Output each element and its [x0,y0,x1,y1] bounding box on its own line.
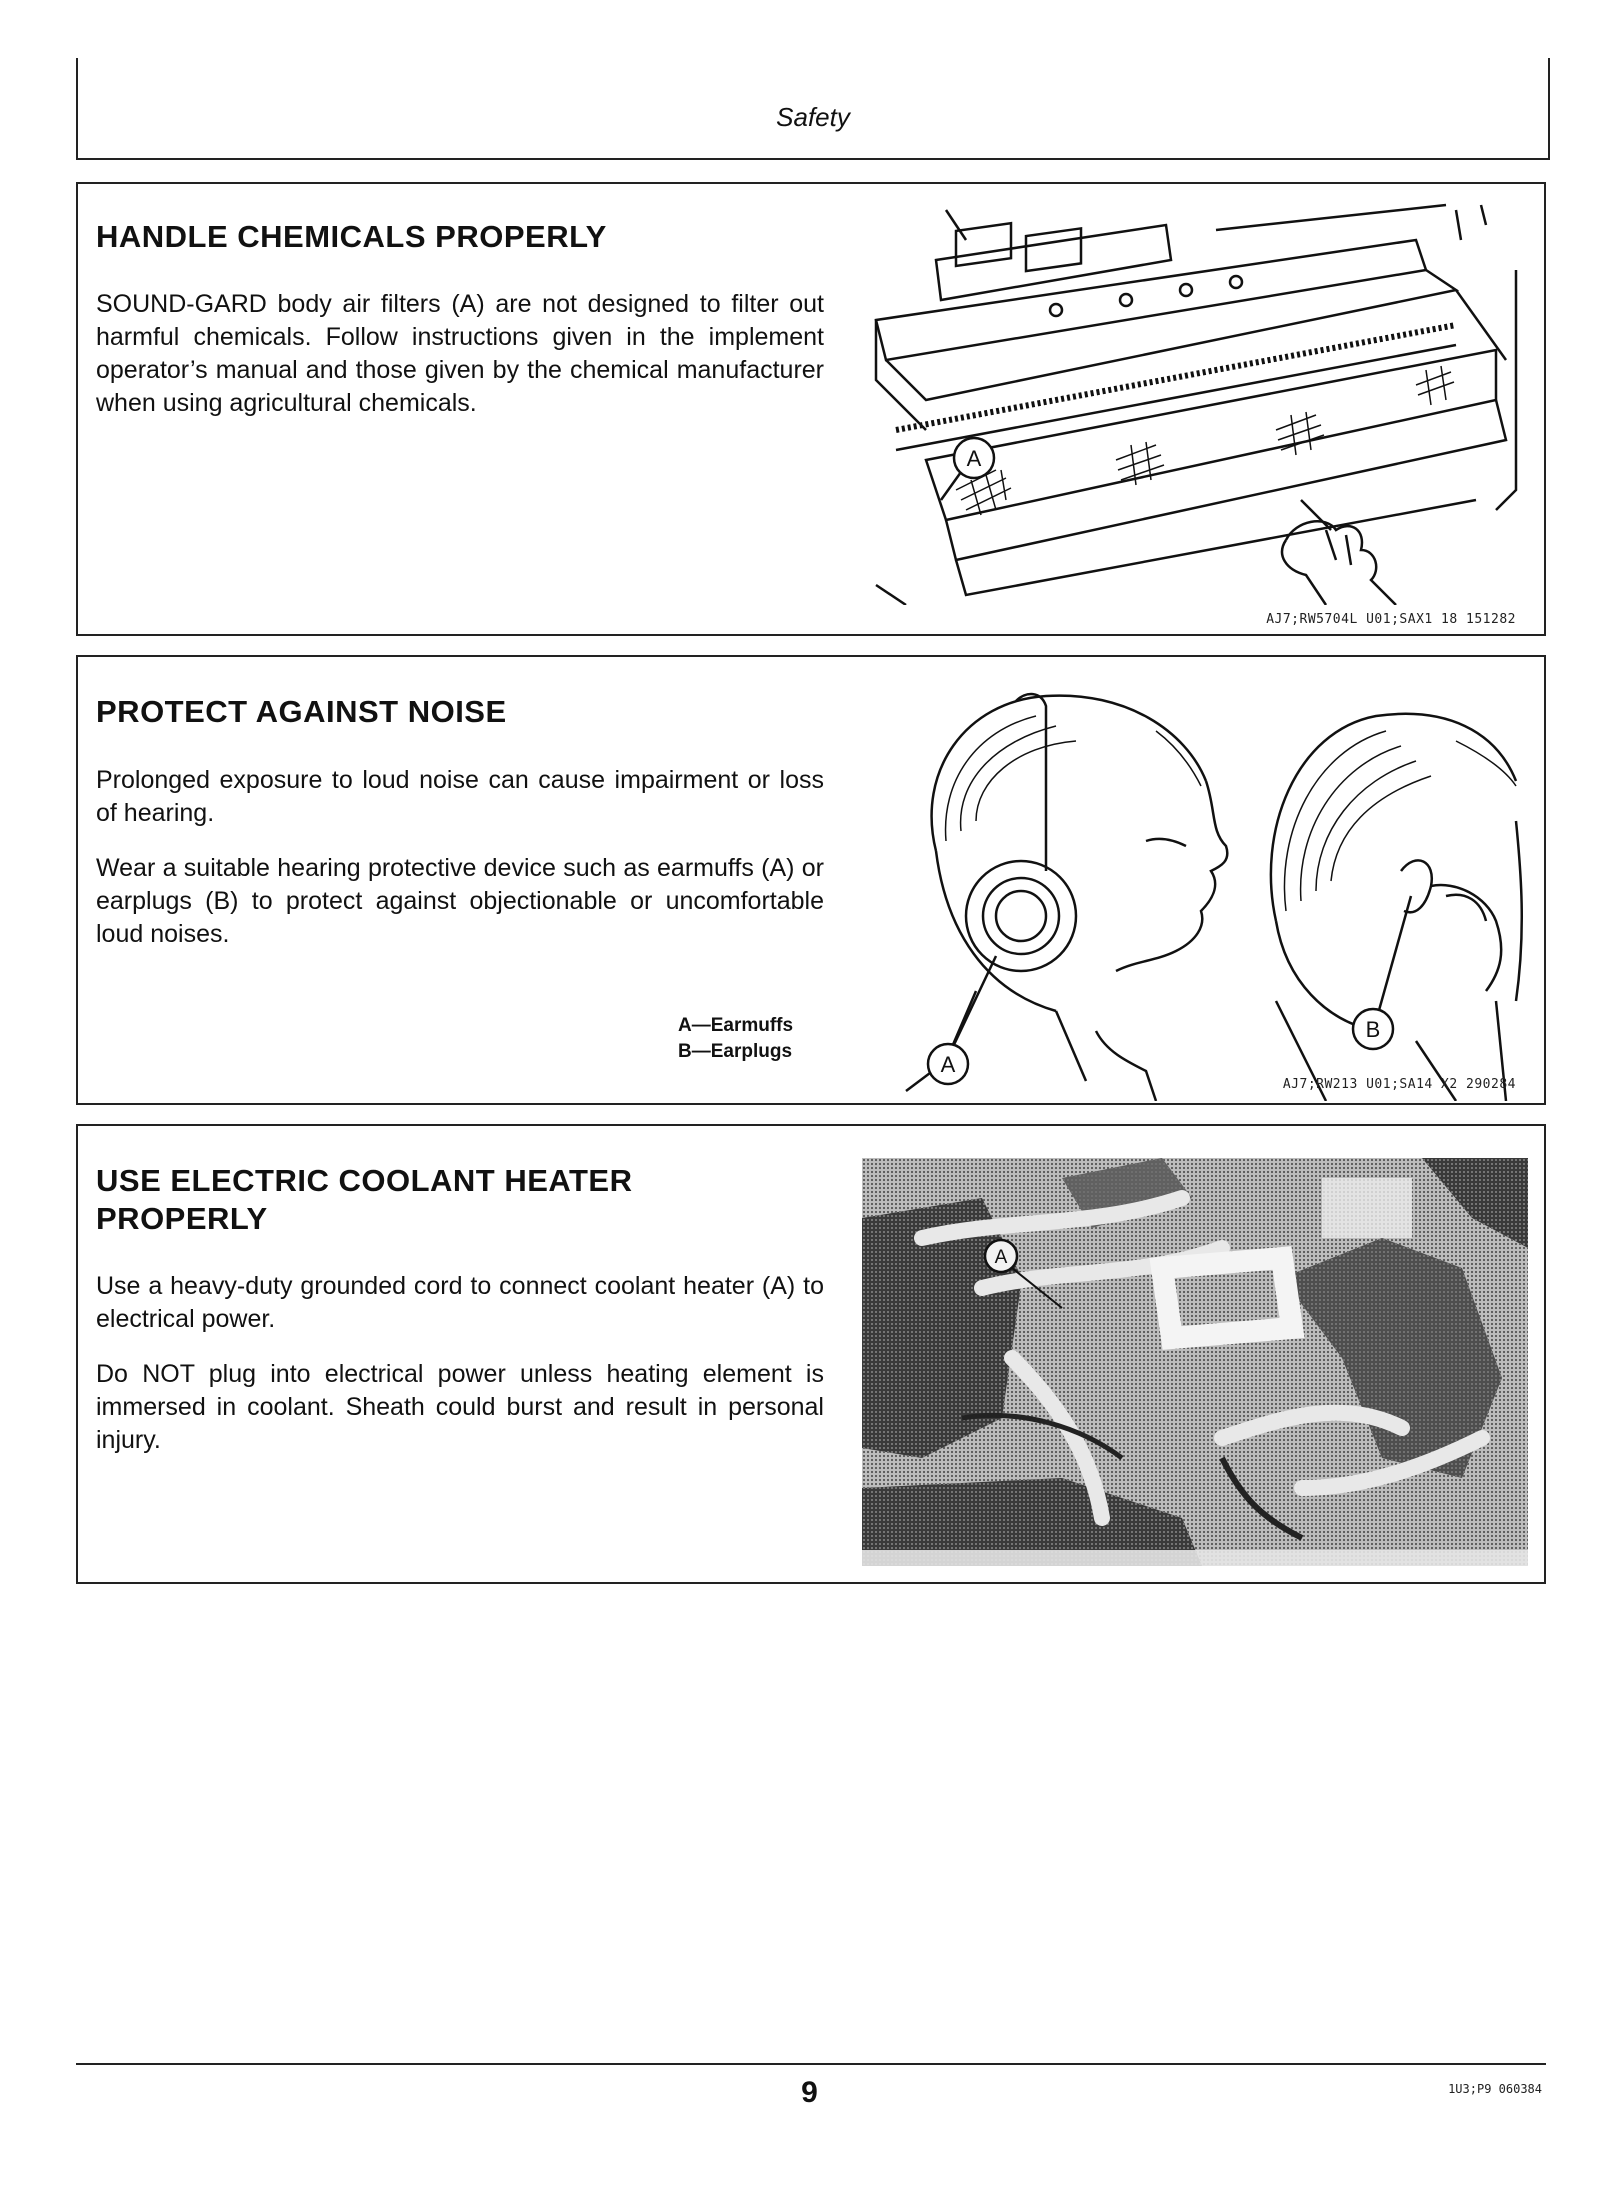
section-text [96,1270,824,1479]
coolant-heater-photo [862,1158,1528,1566]
paragraph: Prolonged exposure to loud noise can cause impairment or loss of hearing. [96,766,824,827]
footer-code: 1U3;P9 060384 [1448,2082,1542,2096]
footer-rule [76,2063,1546,2065]
figure-legend [678,1013,793,1065]
header-title: Safety [776,102,850,132]
callout-b: B [1365,1017,1381,1042]
section-protect-noise [76,655,1546,1105]
figure-code: AJ7;RW213 U01;SA14 X2 290284 [1282,1077,1516,1092]
page-number: 9 [801,2076,818,2109]
section-title: HANDLE CHEMICALS PROPERLY [96,219,607,254]
figure-code: AJ7;RW5704L U01;SAX1 18 151282 [1266,612,1516,627]
legend-item: A—Earmuffs [678,1015,794,1036]
callout-a: A [994,1247,1008,1268]
section-text [96,764,824,973]
callout-a: A [966,446,982,471]
section-title: PROTECT AGAINST NOISE [96,694,507,729]
section-title: USE ELECTRIC COOLANT HEATER PROPERLY [96,1163,633,1236]
paragraph: Do NOT plug into electrical power unless heating element is immersed in coolant. Sheath could burst and result in personal injury. [96,1360,824,1454]
callout-a: A [940,1052,956,1077]
section-text [96,288,824,442]
paragraph: Wear a suitable hearing protective device such as earmuffs (A) or earplugs (B) to protect against objectionable or uncomfortable loud noises. [96,854,824,948]
section-handle-chemicals [76,182,1546,636]
paragraph: SOUND-GARD body air filters (A) are not designed to filter out harmful chemicals. Follow instructions given in the implement operator’s manual and those given by the chemical manufacturer when using agricultural chemicals. [96,290,824,417]
air-filter-illustration [856,200,1536,605]
legend-item: B—Earplugs [678,1041,793,1062]
page-header [76,58,1550,160]
hearing-protection-illustration [856,671,1536,1101]
section-coolant-heater [76,1124,1546,1584]
paragraph: Use a heavy-duty grounded cord to connect coolant heater (A) to electrical power. [96,1272,824,1333]
